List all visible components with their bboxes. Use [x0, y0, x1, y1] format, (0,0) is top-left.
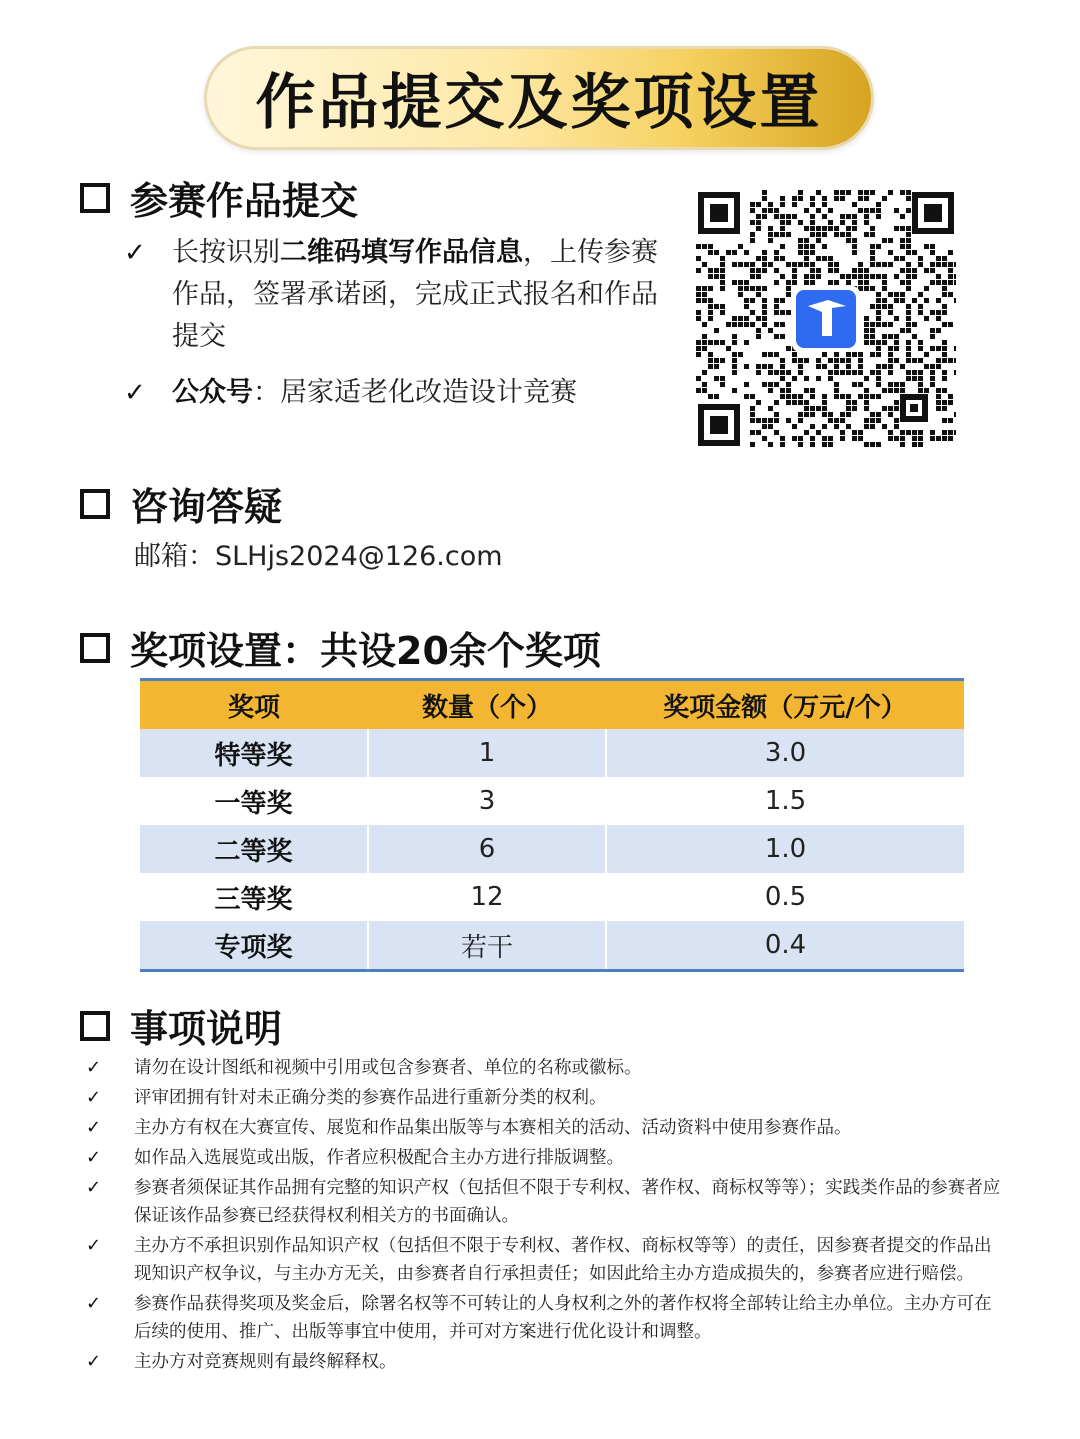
- checkmark-icon: ✓: [86, 1117, 102, 1138]
- checkmark-icon: ✓: [86, 1293, 102, 1314]
- column-header: 数量（个）: [368, 680, 606, 730]
- table-header-row: [140, 680, 964, 730]
- list-item: ✓ 如作品入选展览或出版，作者应积极配合主办方进行排版调整。: [86, 1144, 1006, 1172]
- list-item: ✓ 主办方有权在大赛宣传、展览和作品集出版等与本赛相关的活动、活动资料中使用参赛作品。: [86, 1114, 1006, 1142]
- qr-code-icon[interactable]: [696, 190, 956, 448]
- checkmark-icon: ✓: [124, 378, 146, 408]
- table-row: 专项奖 若干 0.4: [140, 921, 964, 971]
- checkbox-square-icon: [80, 489, 110, 519]
- column-header: 奖项: [140, 680, 368, 730]
- list-item: ✓ 请勿在设计图纸和视频中引用或包含参赛者、单位的名称或徽标。: [86, 1054, 1006, 1082]
- column-header: 奖项金额（万元/个）: [606, 680, 964, 730]
- email-line: 邮箱：SLHjs2024@126.com: [134, 541, 503, 572]
- checkmark-icon: ✓: [124, 238, 146, 268]
- section-awards-heading: 奖项设置：共设20余个奖项: [80, 620, 601, 675]
- section-consult-heading: 咨询答疑: [80, 476, 282, 531]
- notes-list: [86, 1054, 1006, 1378]
- email-link[interactable]: SLHjs2024@126.com: [215, 541, 503, 572]
- table-row: 三等奖 12 0.5: [140, 873, 964, 921]
- section-notes-heading: 事项说明: [80, 998, 282, 1053]
- list-item: ✓ 评审团拥有针对未正确分类的参赛作品进行重新分类的权利。: [86, 1084, 1006, 1112]
- table-row: 一等奖 3 1.5: [140, 777, 964, 825]
- section-submit-heading: 参赛作品提交: [80, 170, 358, 225]
- awards-table: [140, 678, 964, 972]
- checkmark-icon: ✓: [86, 1057, 102, 1078]
- list-item: ✓ 公众号：居家适老化改造设计竞赛: [124, 372, 669, 414]
- checkmark-icon: ✓: [86, 1177, 102, 1198]
- checkmark-icon: ✓: [86, 1351, 102, 1372]
- checkmark-icon: ✓: [86, 1087, 102, 1108]
- list-item: ✓ 主办方对竞赛规则有最终解释权。: [86, 1348, 1006, 1376]
- list-item: ✓ 参赛者须保证其作品拥有完整的知识产权（包括但不限于专利权、著作权、商标权等等）；实践类作品的参赛者应保证该作品参赛已经获得权利相关方的书面确认。: [86, 1174, 1006, 1230]
- checkmark-icon: ✓: [86, 1147, 102, 1168]
- table-row: 二等奖 6 1.0: [140, 825, 964, 873]
- checkbox-square-icon: [80, 1011, 110, 1041]
- list-item: ✓ 主办方不承担识别作品知识产权（包括但不限于专利权、著作权、商标权等等）的责任，因参赛者提交的作品出现知识产权争议，与主办方无关，由参赛者自行承担责任；如因此给主办方造成损失的，参赛者应进行赔偿。: [86, 1232, 1006, 1288]
- table-row: 特等奖 1 3.0: [140, 729, 964, 777]
- checkbox-square-icon: [80, 183, 110, 213]
- page-title: 作品提交及奖项设置: [255, 68, 823, 138]
- list-item: ✓ 长按识别二维码填写作品信息，上传参赛作品，签署承诺函，完成正式报名和作品提交: [124, 232, 669, 358]
- submit-list: [124, 232, 669, 428]
- title-banner: [204, 46, 874, 150]
- checkbox-square-icon: [80, 633, 110, 663]
- checkmark-icon: ✓: [86, 1235, 102, 1256]
- list-item: ✓ 参赛作品获得奖项及奖金后，除署名权等不可转让的人身权利之外的著作权将全部转让给主办单位。主办方可在后续的使用、推广、出版等事宜中使用，并可对方案进行优化设计和调整。: [86, 1290, 1006, 1346]
